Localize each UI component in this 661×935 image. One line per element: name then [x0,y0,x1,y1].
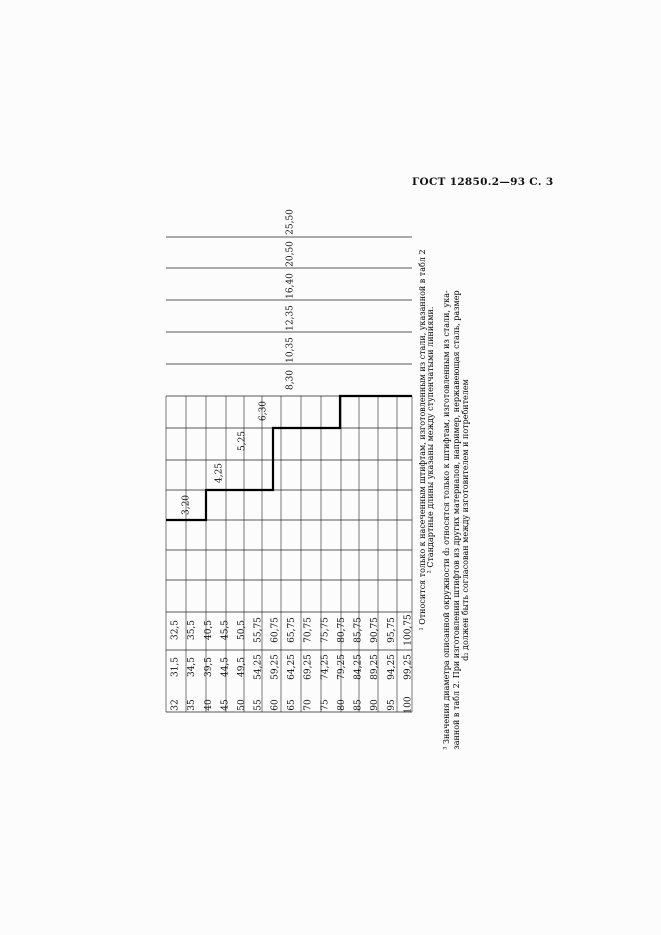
step-label: 10,35 [285,337,296,363]
cell-l: 85 [353,699,364,711]
step-label: 5,25 [237,430,248,452]
cell-l: 32 [170,699,181,711]
cell-l: 55 [253,699,264,711]
cell-l1: 34,5 [187,656,198,678]
cell-l1: 64,25 [287,654,297,680]
cell-l1: 49,5 [237,656,248,678]
footnote-5: d₂ должен быть согласован между изготовителем и потребителем [461,379,470,661]
cell-l2: 32,5 [170,619,181,641]
step-label: 8,30 [285,369,296,391]
cell-l1: 44,5 [220,656,231,678]
cell-l: 60 [270,699,281,711]
cell-l1: 54,25 [253,654,264,680]
cell-l2: 35,5 [187,619,198,641]
cell-l: 75 [320,699,331,711]
step-label: 25,50 [285,209,296,235]
cell-l: 65 [287,699,297,711]
footnote-2: ² Стандартные длины указаны между ступенчатыми линиями. [426,306,435,574]
step-label: 12,35 [285,305,296,331]
cell-l1: 99,25 [403,654,414,680]
cell-l: 80 [336,699,347,711]
step-label: 3,20 [181,494,192,516]
cell-l2: 70,75 [303,617,314,643]
cell-l2: 55,75 [253,617,264,643]
cell-l: 35 [187,699,198,711]
step-label: 4,25 [214,462,225,484]
cell-l: 100 [403,696,414,714]
cell-l: 95 [386,699,397,711]
cell-l: 50 [237,699,248,711]
cell-l1: 84,25 [353,654,364,680]
page-header: ГОСТ 12850.2—93 С. 3 [412,176,554,188]
cell-l: 70 [303,699,314,711]
step-label: 16,40 [285,273,296,299]
cell-l2: 60,75 [270,617,281,643]
footnote-4: занной в табл 2. При изготовлении штифтов из других материалов, например, нержавеющая сталь, размер [452,290,461,750]
cell-l1: 79,25 [336,654,347,680]
cell-l1: 74,25 [320,654,331,680]
cell-l1: 69,25 [303,654,314,680]
cell-l1: 39,5 [203,656,214,678]
cell-l1: 94,25 [386,654,397,680]
cell-l2: 40,5 [203,619,214,641]
cell-l2: 90,75 [370,617,381,643]
cell-l2: 95,75 [386,617,397,643]
cell-l1: 31,5 [170,656,181,678]
footnote-3: ³ Значения диаметра описанной окружности d₂ относятся только к штифтам, изготовленным из стали, ука- [442,290,451,750]
cell-l2: 45,5 [220,619,231,641]
cell-l2: 50,5 [237,619,248,641]
step-label: 20,50 [285,241,296,267]
cell-l: 90 [370,699,381,711]
cell-l2: 100,75 [403,614,414,646]
step-label: 6,30 [258,400,269,422]
cell-l2: 65,75 [287,617,297,643]
cell-l: 45 [220,699,231,711]
cell-l1: 59,25 [270,654,281,680]
cell-l2: 80,75 [336,617,347,643]
footnote-1: ¹ Относится только к насеченным штифтам, изготовленным из стали, указанной в табл 2 [418,249,427,631]
cell-l2: 85,75 [353,617,364,643]
cell-l2: 75,75 [320,617,331,643]
cell-l: 40 [203,699,214,711]
cell-l1: 89,25 [370,654,381,680]
